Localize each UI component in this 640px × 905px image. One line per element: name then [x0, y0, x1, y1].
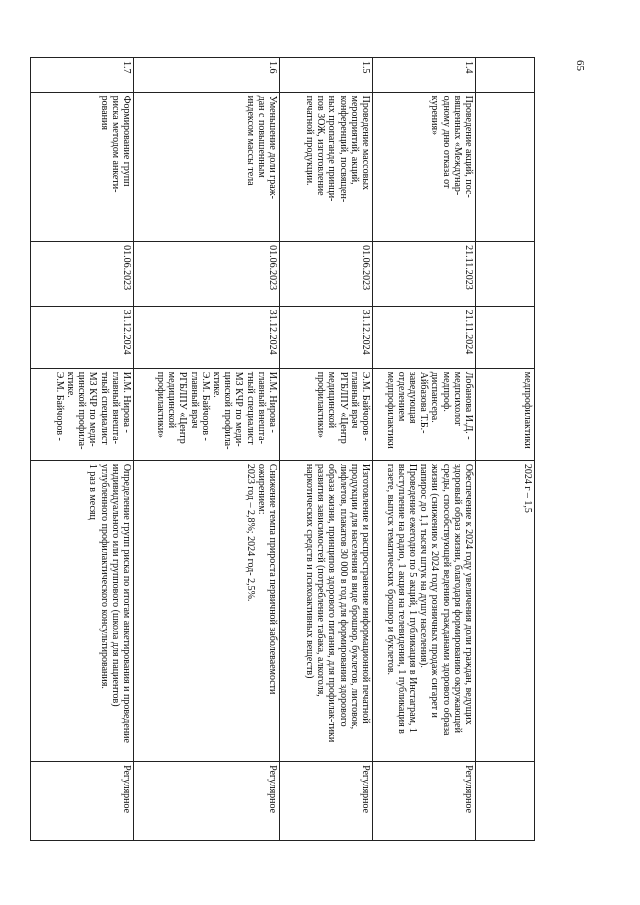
responsible-line: главный внешта-: [255, 371, 267, 444]
responsible-line: И.М. Нирова -: [267, 371, 278, 433]
end-date-cell: 21.11.2024: [373, 306, 476, 368]
result-line: 2023 год – 2,8%; 2024 год- 2,5%.: [244, 463, 256, 602]
name-line: риска методом анкети-: [109, 95, 121, 193]
responsible-line: Э.М. Байчоров -: [360, 371, 371, 441]
table-row: [134, 58, 280, 841]
table-row: [31, 58, 134, 841]
result-line: жизни (снижению к 2024 году розничных продаж сигарет и: [429, 463, 441, 718]
responsible-line: ктике.: [211, 371, 223, 398]
result-line: продукции для населения в виде брошюр, буклетов, листовок,: [348, 463, 360, 730]
responsible-line: Айбазова Т.Б.-: [418, 371, 430, 434]
name-line: мероприятий, акций,: [348, 95, 360, 185]
name-cell: [373, 92, 476, 241]
result-line: развития зависимостей (потребление табака, алкоголя,: [315, 463, 327, 697]
responsible-line: РГБЛПУ «Центр: [177, 371, 189, 444]
result-line: наркотических средств и психоактивных веществ): [304, 463, 316, 679]
result-line: Определение групп риска по итогам анкетирования и проведение: [121, 463, 132, 743]
page-number: 65: [574, 60, 586, 71]
end-date-cell: 31.12.2024: [31, 306, 134, 368]
end-date-cell: 31.12.2024: [134, 306, 280, 368]
result-cell: [280, 460, 373, 761]
responsible-line: медицинской: [166, 371, 178, 429]
start-date-cell: [476, 242, 535, 307]
responsible-cell: [134, 368, 280, 460]
name-line: рования: [98, 95, 110, 130]
responsible-line: тный специалист: [98, 371, 110, 445]
result-line: папирос до 1,1 тысяч штук на душу населения).: [418, 463, 430, 668]
num-cell: [476, 58, 535, 93]
result-line: 1 раз в месяц: [87, 463, 99, 520]
name-line: дан с повышенным: [255, 95, 267, 178]
name-cell: [31, 92, 134, 241]
responsible-line: Лобанова И.Д. -: [463, 371, 474, 440]
responsible-cell: [31, 368, 134, 460]
num-cell: 1.5: [280, 58, 373, 93]
responsible-line: медпроф. диспансера.: [429, 371, 452, 423]
start-date-cell: 01.06.2023: [31, 242, 134, 307]
result-line: выступление на радио, 1 акция на телевидении, 1 публикация в: [395, 463, 407, 734]
result-cell: [373, 460, 476, 761]
responsible-line: главный врач: [188, 371, 200, 429]
responsible-line: РГБЛПУ «Центр: [337, 371, 349, 444]
responsible-line: медпрофилактики: [384, 371, 396, 449]
result-cell: 2024 г – 1,5: [476, 460, 535, 761]
responsible-line: И.М. Нирова -: [121, 371, 132, 433]
activities-table: [30, 57, 535, 841]
result-line: углубленного профилактического консультирования.: [98, 463, 110, 689]
responsible-line: медпсихолог: [451, 371, 463, 427]
responsible-line: цинской профила-: [222, 371, 234, 450]
responsible-line: отделением: [395, 371, 407, 422]
responsible-line: тный специалист: [244, 371, 256, 445]
period-cell: Регулярное: [31, 762, 134, 841]
responsible-line: заведующая: [407, 371, 419, 424]
result-cell: [31, 460, 134, 761]
rotated-page-content: [30, 57, 535, 841]
responsible-line: профилактики»: [155, 371, 167, 439]
name-line: пов ЗОЖ, изготовление: [315, 95, 327, 196]
result-line: газете, выпуск тематических брошюр и буклетов.: [384, 463, 396, 676]
table-row: [280, 58, 373, 841]
responsible-line: профилактики»: [315, 371, 327, 439]
name-line: Уменьшение доли граж-: [267, 95, 278, 199]
name-line: одному дню отказа от: [440, 95, 452, 189]
period-cell: Регулярное: [134, 762, 280, 841]
result-line: Снижение темпа прироста первичной заболеваемости: [267, 463, 278, 695]
result-line: индивидуального или группового (школа для пациентов): [109, 463, 121, 707]
period-cell: Регулярное: [280, 762, 373, 841]
result-line: здоровый образ жизни, благодаря формированию окружающей: [451, 463, 463, 733]
name-line: вященных «Междунар-: [451, 95, 463, 196]
num-cell: 1.6: [134, 58, 280, 93]
end-date-cell: 31.12.2024: [280, 306, 373, 368]
name-line: конференций, посвящен-: [337, 95, 349, 203]
num-cell: 1.7: [31, 58, 134, 93]
start-date-cell: 21.11.2023: [373, 242, 476, 307]
responsible-cell: медпрофилактики: [476, 368, 535, 460]
name-cell: [476, 92, 535, 241]
responsible-line: медицинской: [326, 371, 338, 429]
result-line: Проведение ежегодно по 5 акций, 1 публикация в Инстаграм, 1: [407, 463, 419, 733]
start-date-cell: 01.06.2023: [134, 242, 280, 307]
end-date-cell: [476, 306, 535, 368]
result-cell: [134, 460, 280, 761]
responsible-line: МЗ КЧР по меди-: [87, 371, 99, 447]
name-cell: [280, 92, 373, 241]
name-line: печатной продукции.: [304, 95, 316, 186]
responsible-line: Э.М. Байчоров -: [199, 371, 211, 441]
table-row-continuation: [476, 58, 535, 841]
responsible-line: Э.М. Байчоров -: [53, 371, 65, 441]
name-line: Проведение акций, пос-: [463, 95, 474, 198]
result-line: лифлетов, плакатов 30 000 в год для формирования здорового: [337, 463, 349, 727]
name-line: индексом массы тела: [244, 95, 256, 186]
responsible-line: цинской профила-: [76, 371, 88, 450]
responsible-line: главный врач: [348, 371, 360, 429]
responsible-line: ктике.: [65, 371, 77, 398]
name-line: Формирование групп: [121, 95, 132, 187]
result-line: образа жизни, принципов здорового питания, для профилак-тики: [326, 463, 338, 743]
responsible-line: МЗ КЧР по меди-: [233, 371, 245, 447]
responsible-cell: [280, 368, 373, 460]
name-line: ных пропаганде принци-: [326, 95, 338, 202]
table-row: [373, 58, 476, 841]
num-cell: 1.4: [373, 58, 476, 93]
period-cell: Регулярное: [373, 762, 476, 841]
responsible-cell: [373, 368, 476, 460]
period-cell: [476, 762, 535, 841]
result-line: Обеспечение к 2024 году увеличения доли граждан, ведущих: [463, 463, 474, 725]
result-line: среды, способствующей ведению гражданами здорового образа: [440, 463, 452, 736]
name-line: курения»: [429, 95, 441, 136]
responsible-line: главный внешта-: [109, 371, 121, 444]
name-line: Проведение массовых: [360, 95, 371, 191]
start-date-cell: 01.06.2023: [280, 242, 373, 307]
result-line: ожирением:: [255, 463, 267, 515]
name-cell: [134, 92, 280, 241]
result-line: Изготовление и распространение информационной печатной: [360, 463, 371, 724]
